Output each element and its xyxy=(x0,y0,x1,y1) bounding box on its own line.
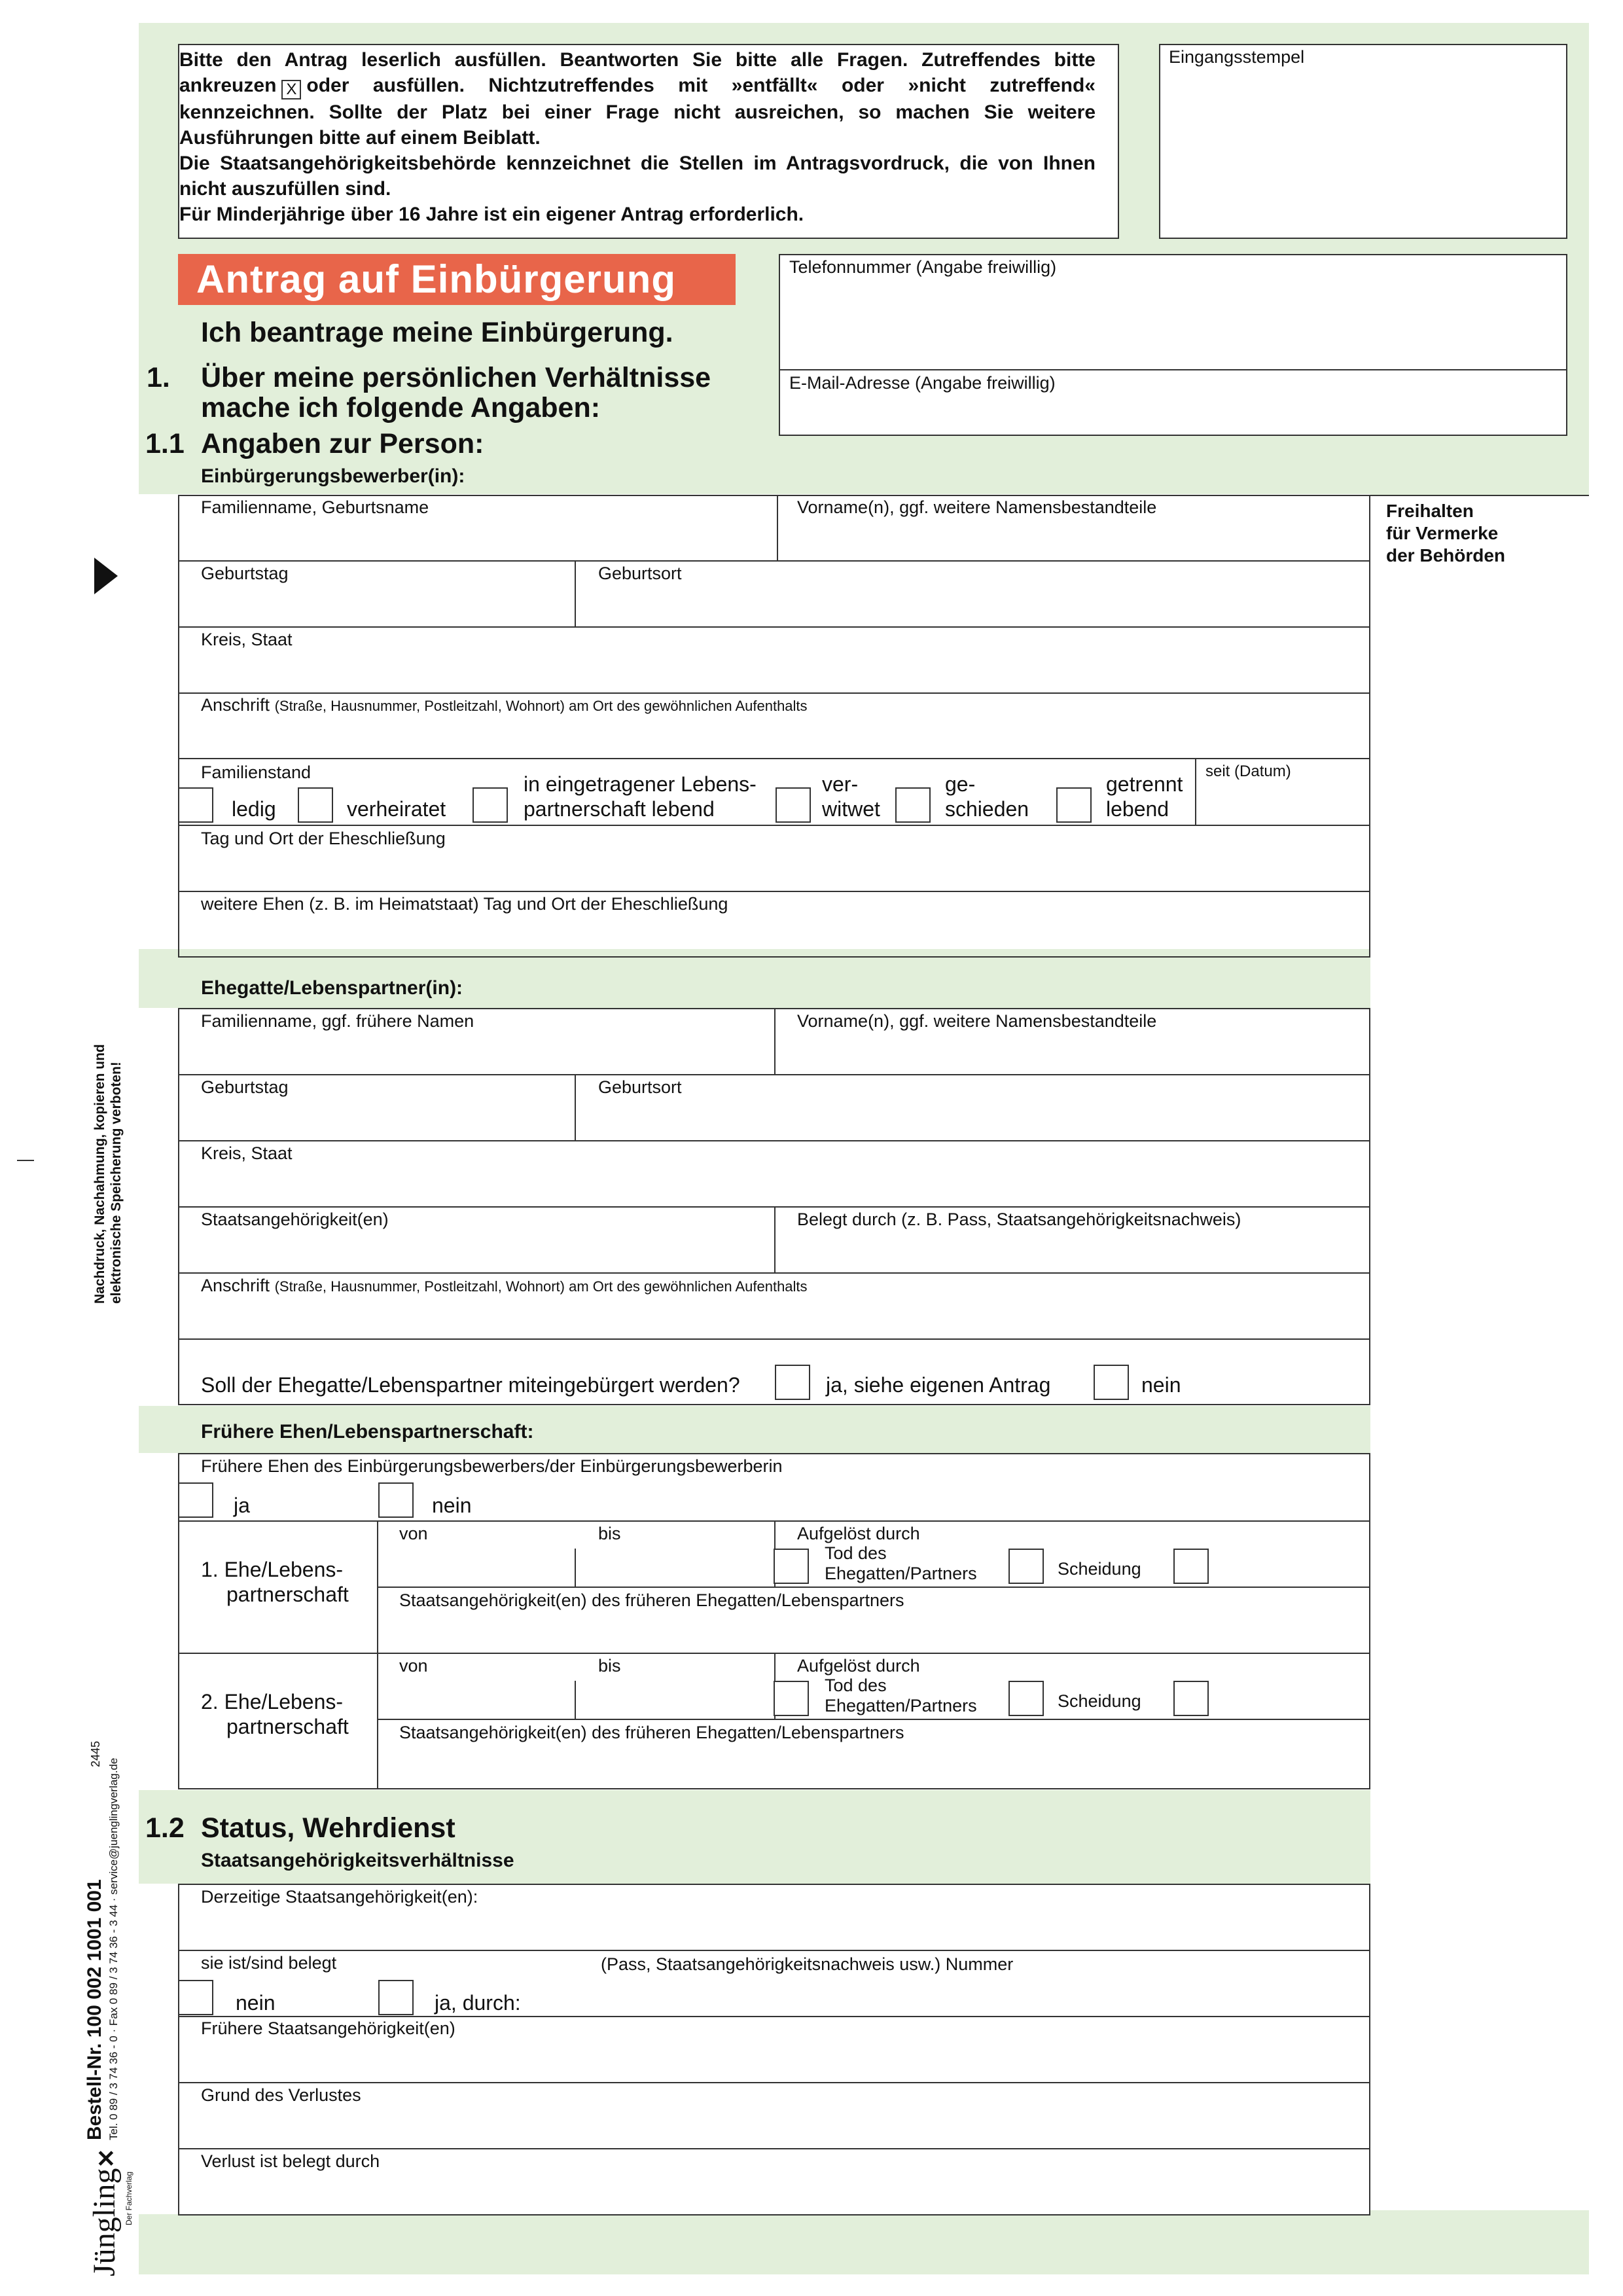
spouse-yes-label: ja, siehe eigenen Antrag xyxy=(826,1373,1051,1397)
option-separated-1: getrennt xyxy=(1106,772,1183,796)
marriage2-label-1: 2. Ehe/Lebens- xyxy=(201,1690,344,1713)
checkbox-marriage2-divorce[interactable] xyxy=(1173,1681,1209,1716)
former-col-line xyxy=(377,1520,378,1789)
stamp-box xyxy=(1159,44,1567,239)
punch-mark xyxy=(17,1160,34,1161)
marriage1-death-label-1: Tod des xyxy=(825,1543,887,1563)
address-label-main: Anschrift xyxy=(201,695,270,715)
proven-yes-label: ja, durch: xyxy=(435,1991,521,2015)
since-date-label: seit (Datum) xyxy=(1205,762,1291,780)
checkbox-widowed[interactable] xyxy=(776,787,811,823)
spouse-address-hint: (Straße, Hausnummer, Postleitzahl, Wohnort) am Ort des gewöhnlichen Aufenthalts xyxy=(274,1278,808,1295)
side-copyright-line2: elektronische Speicherung verboten! xyxy=(109,1062,124,1304)
status-row-line xyxy=(178,2082,1370,2083)
spouse-address-label xyxy=(201,1276,808,1297)
instructions-line1b: oder ausfüllen. Nichtzutreffendes mit »entfällt« oder »nicht zutreffend« kennzeichnen. Sollte der Platz bei einer Frage nicht ausreichen, so machen Sie weitere Ausführungen bitte auf einem Beiblatt. xyxy=(179,75,1096,149)
checkbox-former-no[interactable] xyxy=(378,1482,414,1518)
former-yes-label: ja xyxy=(234,1494,250,1517)
applicant-row-line xyxy=(178,825,1370,826)
proven-label: sie ist/sind belegt xyxy=(201,1953,337,1973)
section-1-2-number: 1.2 xyxy=(145,1812,185,1844)
previous-citizenship-label: Frühere Staatsangehörigkeit(en) xyxy=(201,2018,455,2038)
option-separated-2: lebend xyxy=(1106,797,1169,821)
instructions-line2: Die Staatsangehörigkeitsbehörde kennzeichnet die Stellen im Antragsvordruck, die von Ihnen nicht auszufüllen sind. xyxy=(179,152,1096,200)
side-copyright-line1: Nachdruck, Nachahmung, kopieren und xyxy=(92,1044,107,1304)
former-question: Frühere Ehen des Einbürgerungsbewerbers/der Einbürgerungsbewerberin xyxy=(201,1456,783,1476)
naturalize-question: Soll der Ehegatte/Lebenspartner miteingebürgert werden? xyxy=(201,1373,740,1397)
section-1-number: 1. xyxy=(147,362,170,393)
marriage2-former-cit-label: Staatsangehörigkeit(en) des früheren Ehegatten/Lebenspartners xyxy=(399,1723,904,1742)
spouse-proof-label: Belegt durch (z. B. Pass, Staatsangehörigkeitsnachweis) xyxy=(797,1210,1241,1229)
marriage1-label-1: 1. Ehe/Lebens- xyxy=(201,1558,344,1581)
checkbox-marriage1-unused[interactable] xyxy=(774,1549,809,1584)
section-1-2-title: Status, Wehrdienst xyxy=(201,1812,455,1844)
authority-label-1: Freihalten xyxy=(1386,501,1474,521)
option-single: ledig xyxy=(232,797,276,821)
applicant-table-right xyxy=(1369,495,1370,957)
former-col-line xyxy=(575,1681,576,1719)
checkbox-divorced[interactable] xyxy=(895,787,931,823)
spouse-row-line xyxy=(178,1140,1370,1141)
option-widowed-2: witwet xyxy=(822,797,880,821)
applicant-col-line xyxy=(575,560,576,627)
publisher-mark-icon: ✕ xyxy=(94,2148,120,2168)
marital-status-label: Familienstand xyxy=(201,762,312,782)
checkbox-married[interactable] xyxy=(298,787,333,823)
applicant-address-label xyxy=(201,695,808,716)
option-partnership-1: in eingetragener Lebens- xyxy=(524,772,757,796)
authority-label-2: für Vermerke xyxy=(1386,523,1499,543)
instructions-text xyxy=(179,47,1096,227)
spouse-heading: Ehegatte/Lebenspartner(in): xyxy=(201,977,463,999)
marriage2-from-label: von xyxy=(399,1656,428,1676)
checkbox-spouse-no[interactable] xyxy=(1094,1365,1129,1400)
spouse-birthplace-label: Geburtsort xyxy=(598,1077,682,1097)
checkbox-marriage2-death[interactable] xyxy=(1008,1681,1044,1716)
status-row-line xyxy=(178,2148,1370,2149)
applicant-firstname-label: Vorname(n), ggf. weitere Namensbestandteile xyxy=(797,497,1157,517)
marriage1-former-cit-label: Staatsangehörigkeit(en) des früheren Ehegatten/Lebenspartners xyxy=(399,1590,904,1610)
spouse-citizenship-label: Staatsangehörigkeit(en) xyxy=(201,1210,389,1229)
applicant-row-line xyxy=(178,626,1370,628)
applicant-surname-label: Familienname, Geburtsname xyxy=(201,497,429,517)
side-code: 2445 xyxy=(89,1740,102,1767)
marriage1-death-label-2: Ehegatten/Partners xyxy=(825,1564,977,1583)
marriage2-label-2: partnerschaft xyxy=(226,1715,349,1738)
former-no-label: nein xyxy=(432,1494,472,1517)
checkbox-separated[interactable] xyxy=(1056,787,1092,823)
passnr-label: (Pass, Staatsangehörigkeitsnachweis usw.) Nummer xyxy=(601,1954,1014,1974)
option-partnership-2: partnerschaft lebend xyxy=(524,797,715,821)
publisher-logo xyxy=(86,2148,122,2276)
checkbox-proven-no[interactable] xyxy=(178,1980,213,2015)
former-table-bottom xyxy=(178,1788,1370,1789)
former-table-right xyxy=(1369,1453,1370,1789)
spouse-row-line xyxy=(178,1338,1370,1340)
applicant-col-line xyxy=(1195,758,1196,825)
former-col-line xyxy=(575,1549,576,1587)
status-table-top xyxy=(178,1884,1370,1885)
check-example-icon: X xyxy=(281,80,301,99)
other-marriages-label: weitere Ehen (z. B. im Heimatstaat) Tag und Ort der Eheschließung xyxy=(201,894,728,914)
applicant-table-left xyxy=(178,495,179,957)
marriage1-dissolved-label: Aufgelöst durch xyxy=(797,1524,920,1543)
applicant-birthplace-label: Geburtsort xyxy=(598,564,682,583)
side-contact: Tel. 0 89 / 3 74 36 - 0 · Fax 0 89 / 3 74 36 - 3 44 · service@juenglingverlag.de xyxy=(107,1757,120,2140)
header-form-area xyxy=(139,494,1370,949)
option-divorced-2: schieden xyxy=(945,797,1029,821)
applicant-table-bottom xyxy=(178,956,1370,958)
status-row-line xyxy=(178,1950,1370,1951)
applicant-row-line xyxy=(178,891,1370,892)
applicant-table-top xyxy=(178,495,1370,496)
applicant-row-line xyxy=(178,560,1370,562)
applicant-birthday-label: Geburtstag xyxy=(201,564,289,583)
form-title: Antrag auf Einbürgerung xyxy=(178,254,736,305)
checkbox-marriage2-unused[interactable] xyxy=(774,1681,809,1716)
publisher-sub: Der Fachverlag xyxy=(124,2171,134,2225)
authority-label-3: der Behörden xyxy=(1386,545,1506,565)
status-table-bottom xyxy=(178,2214,1370,2215)
marriage1-divorce-label: Scheidung xyxy=(1058,1559,1141,1579)
publisher-name: Jüngling xyxy=(87,2168,122,2276)
spouse-no-label: nein xyxy=(1141,1373,1181,1397)
applicant-heading: Einbürgerungsbewerber(in): xyxy=(201,465,465,487)
phone-label: Telefonnummer (Angabe freiwillig) xyxy=(789,257,1057,277)
spouse-col-line xyxy=(774,1206,776,1273)
side-order-number: Bestell-Nr. 100 002 1001 001 xyxy=(84,1879,105,2140)
marriage2-to-label: bis xyxy=(598,1656,621,1676)
spouse-district-label: Kreis, Staat xyxy=(201,1143,293,1163)
fold-mark-icon xyxy=(93,556,119,597)
section-1-1-number: 1.1 xyxy=(145,428,185,459)
former-marriages-heading: Frühere Ehen/Lebenspartnerschaft: xyxy=(201,1421,534,1443)
spouse-surname-label: Familienname, ggf. frühere Namen xyxy=(201,1011,474,1031)
spouse-col-line xyxy=(575,1074,576,1141)
marriage2-death-label-1: Tod des xyxy=(825,1676,887,1695)
instructions-line3: Für Minderjährige über 16 Jahre ist ein eigener Antrag erforderlich. xyxy=(179,204,804,225)
applicant-row-line xyxy=(178,758,1370,759)
status-table-left xyxy=(178,1884,179,2215)
checkbox-marriage1-death[interactable] xyxy=(1008,1549,1044,1584)
spouse-birthday-label: Geburtstag xyxy=(201,1077,289,1097)
checkbox-spouse-yes[interactable] xyxy=(775,1365,810,1400)
intro-heading: Ich beantrage meine Einbürgerung. xyxy=(201,317,673,348)
marriage2-divorce-label: Scheidung xyxy=(1058,1691,1141,1711)
spouse-table-bottom xyxy=(178,1404,1370,1405)
instructions-line1a: Bitte den Antrag leserlich ausfüllen. Beantworten Sie bitte alle Fragen. Zutreffendes bitte ankreuzen xyxy=(179,49,1096,96)
spouse-address-main: Anschrift xyxy=(201,1276,270,1295)
marriage-label: Tag und Ort der Eheschließung xyxy=(201,829,446,848)
marriage1-to-label: bis xyxy=(598,1524,621,1543)
section-1-1-title: Angaben zur Person: xyxy=(201,428,484,459)
spouse-firstname-label: Vorname(n), ggf. weitere Namensbestandteile xyxy=(797,1011,1157,1031)
marriage1-from-label: von xyxy=(399,1524,428,1543)
marriage2-dissolved-label: Aufgelöst durch xyxy=(797,1656,920,1676)
section-1-title-line2: mache ich folgende Angaben: xyxy=(201,392,601,423)
loss-reason-label: Grund des Verlustes xyxy=(201,2085,361,2105)
status-row-line xyxy=(178,2016,1370,2017)
former-table-top xyxy=(178,1453,1370,1454)
applicant-col-line xyxy=(777,495,778,561)
option-married: verheiratet xyxy=(347,797,446,821)
authority-top-line xyxy=(1370,495,1589,496)
marriage2-death-label-2: Ehegatten/Partners xyxy=(825,1696,977,1715)
former-row-line xyxy=(377,1719,1370,1720)
applicant-district-label: Kreis, Staat xyxy=(201,630,293,649)
email-label: E-Mail-Adresse (Angabe freiwillig) xyxy=(789,373,1056,393)
side-copyright xyxy=(92,1044,124,1304)
proven-no-label: nein xyxy=(236,1991,276,2015)
checkbox-single[interactable] xyxy=(178,787,213,823)
former-row-line xyxy=(377,1587,1370,1588)
loss-proof-label: Verlust ist belegt durch xyxy=(201,2151,380,2171)
checkbox-marriage1-divorce[interactable] xyxy=(1173,1549,1209,1584)
applicant-row-line xyxy=(178,692,1370,694)
section-1-title-line1: Über meine persönlichen Verhältnisse xyxy=(201,362,711,393)
marriage1-label-2: partnerschaft xyxy=(226,1583,349,1606)
option-divorced-1: ge- xyxy=(945,772,976,796)
current-citizenship-label: Derzeitige Staatsangehörigkeit(en): xyxy=(201,1887,478,1907)
checkbox-former-yes[interactable] xyxy=(178,1482,213,1518)
authority-column xyxy=(1370,495,1589,2210)
citizenship-heading: Staatsangehörigkeitsverhältnisse xyxy=(201,1850,514,1871)
stamp-label: Eingangsstempel xyxy=(1169,47,1305,67)
address-label-hint: (Straße, Hausnummer, Postleitzahl, Wohnort) am Ort des gewöhnlichen Aufenthalts xyxy=(274,698,808,714)
checkbox-partnership[interactable] xyxy=(473,787,508,823)
option-widowed-1: ver- xyxy=(822,772,859,796)
status-table-right xyxy=(1369,1884,1370,2215)
checkbox-proven-yes[interactable] xyxy=(378,1980,414,2015)
spouse-col-line xyxy=(774,1008,776,1075)
